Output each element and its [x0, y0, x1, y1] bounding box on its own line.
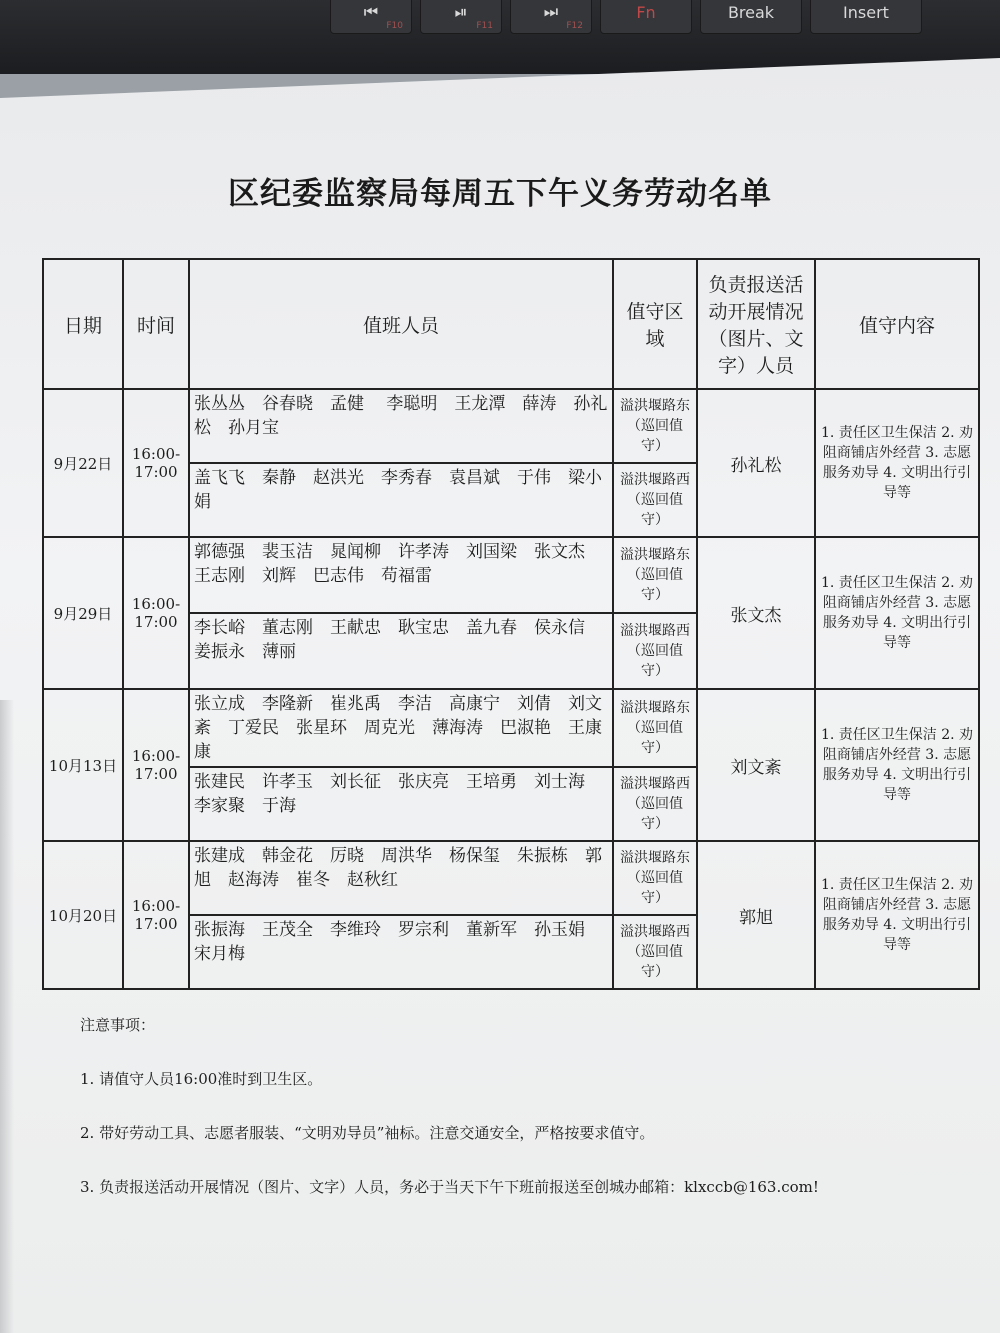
table-row: [43, 537, 979, 613]
reporter-cell: 郭旭: [697, 841, 815, 989]
key-label: Insert: [843, 2, 889, 22]
key-prev-track[interactable]: [330, 0, 412, 34]
keyboard-strip: [0, 0, 1000, 74]
area-cell: 溢洪堰路西（巡回值守）: [613, 767, 697, 841]
header-date: 日期: [43, 259, 123, 389]
key-label: Fn: [636, 2, 656, 22]
time-cell: 16:00-17:00: [123, 389, 189, 537]
duty-table: [42, 258, 980, 990]
table-row: [43, 689, 979, 767]
table-row: [43, 389, 979, 463]
key-fn-label: F10: [386, 21, 403, 31]
date-cell: 10月20日: [43, 841, 123, 989]
content-cell: 1. 责任区卫生保洁 2. 劝阻商铺店外经营 3. 志愿服务劝导 4. 文明出行引导等: [815, 841, 979, 989]
table-header-row: [43, 259, 979, 389]
note-item: 3. 负责报送活动开展情况（图片、文字）人员，务必于当天下午下班前报送至创城办邮箱：klxccb@163.com!: [80, 1178, 819, 1196]
staff-cell: 郭德强 裴玉洁 晁闻柳 许孝涛 刘国梁 张文杰 王志刚 刘辉 巴志伟 苟福雷: [189, 537, 613, 613]
area-cell: 溢洪堰路西（巡回值守）: [613, 463, 697, 537]
area-cell: 溢洪堰路东（巡回值守）: [613, 841, 697, 915]
reporter-cell: 刘文紊: [697, 689, 815, 841]
notes-heading: 注意事项：: [80, 1016, 156, 1034]
note-item: 1. 请值守人员16:00准时到卫生区。: [80, 1070, 323, 1088]
area-cell: 溢洪堰路东（巡回值守）: [613, 537, 697, 613]
area-cell: 溢洪堰路东（巡回值守）: [613, 389, 697, 463]
key-break[interactable]: [700, 0, 802, 34]
date-cell: 9月29日: [43, 537, 123, 689]
key-label: Break: [727, 2, 775, 22]
time-cell: 16:00-17:00: [123, 841, 189, 989]
time-cell: 16:00-17:00: [123, 689, 189, 841]
area-cell: 溢洪堰路西（巡回值守）: [613, 613, 697, 689]
content-cell: 1. 责任区卫生保洁 2. 劝阻商铺店外经营 3. 志愿服务劝导 4. 文明出行引导等: [815, 689, 979, 841]
staff-cell: 盖飞飞 秦静 赵洪光 李秀春 袁昌斌 于伟 梁小娟: [189, 463, 613, 537]
staff-cell: 张建成 韩金花 厉晓 周洪华 杨保玺 朱振栋 郭旭 赵海涛 崔冬 赵秋红: [189, 841, 613, 915]
notes-section: [80, 1014, 960, 1229]
date-cell: 10月13日: [43, 689, 123, 841]
time-cell: 16:00-17:00: [123, 537, 189, 689]
header-content: 值守内容: [815, 259, 979, 389]
note-item: 2. 带好劳动工具、志愿者服装、“文明劝导员”袖标。注意交通安全，严格按要求值守。: [80, 1124, 655, 1142]
reporter-cell: 张文杰: [697, 537, 815, 689]
key-play-pause[interactable]: [420, 0, 502, 34]
key-label: ⏭: [543, 2, 559, 21]
header-area: 值守区域: [613, 259, 697, 389]
staff-cell: 张立成 李隆新 崔兆禹 李洁 高康宁 刘倩 刘文紊 丁爱民 张星环 周克光 薄海涛 巴淑艳 王康康: [189, 689, 613, 767]
table-row: [43, 841, 979, 915]
paper-edge-shadow: [0, 700, 14, 1333]
key-next-track[interactable]: [510, 0, 592, 34]
date-cell: 9月22日: [43, 389, 123, 537]
header-reporter: 负责报送活动开展情况（图片、文字）人员: [697, 259, 815, 389]
key-label: ⏮: [363, 2, 379, 21]
key-insert[interactable]: [810, 0, 922, 34]
key-fn-label: F11: [476, 21, 493, 31]
key-fn-label: F12: [566, 21, 583, 31]
header-staff: 值班人员: [189, 259, 613, 389]
staff-cell: 张振海 王茂全 李维玲 罗宗利 董新军 孙玉娟 宋月梅: [189, 915, 613, 989]
reporter-cell: 孙礼松: [697, 389, 815, 537]
area-cell: 溢洪堰路东（巡回值守）: [613, 689, 697, 767]
content-cell: 1. 责任区卫生保洁 2. 劝阻商铺店外经营 3. 志愿服务劝导 4. 文明出行引导等: [815, 389, 979, 537]
staff-cell: 张丛丛 谷春晓 孟健 李聪明 王龙潭 薛涛 孙礼松 孙月宝: [189, 389, 613, 463]
document-title: 区纪委监察局每周五下午义务劳动名单: [228, 176, 772, 212]
staff-cell: 李长峪 董志刚 王献忠 耿宝忠 盖九春 侯永信 姜振永 薄丽: [189, 613, 613, 689]
area-cell: 溢洪堰路西（巡回值守）: [613, 915, 697, 989]
staff-cell: 张建民 许孝玉 刘长征 张庆亮 王培勇 刘士海 李家聚 于海: [189, 767, 613, 841]
content-cell: 1. 责任区卫生保洁 2. 劝阻商铺店外经营 3. 志愿服务劝导 4. 文明出行引导等: [815, 537, 979, 689]
key-label: ⏯: [454, 2, 468, 21]
key-fn[interactable]: [600, 0, 692, 34]
header-time: 时间: [123, 259, 189, 389]
